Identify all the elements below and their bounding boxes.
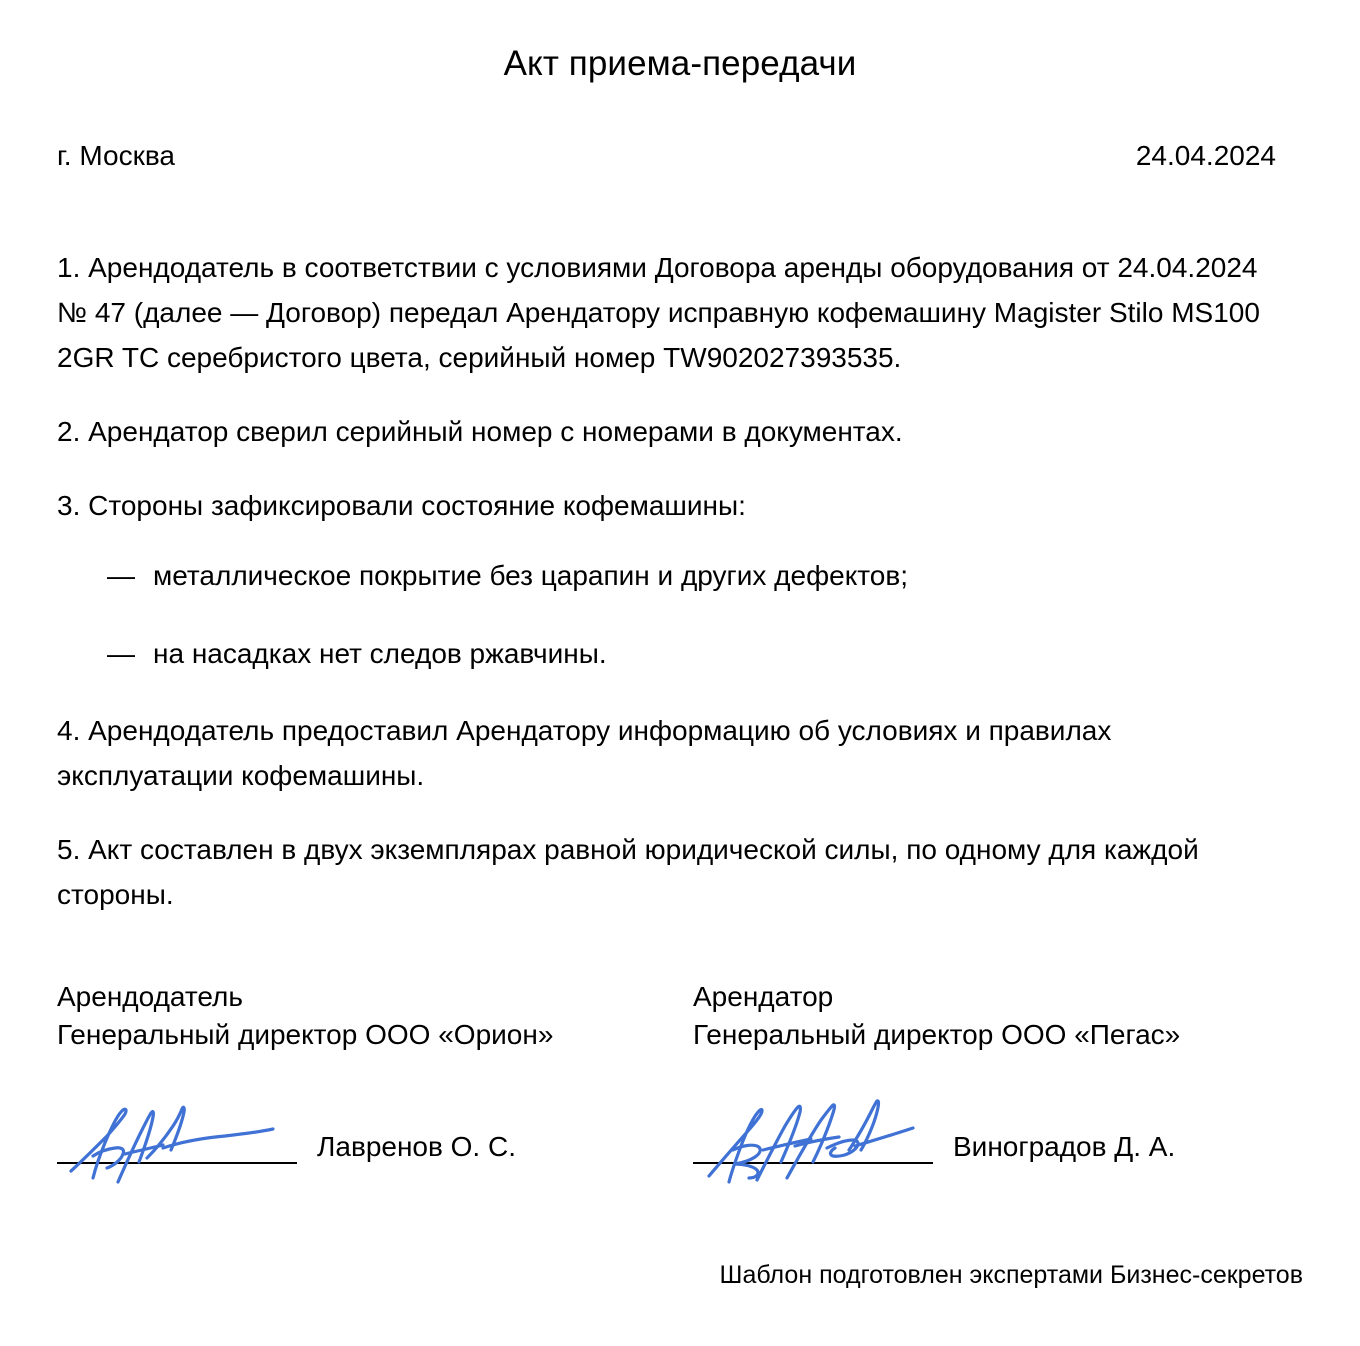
lessor-role-label: Арендодатель xyxy=(57,981,243,1012)
list-item-label: на насадках нет следов ржавчины. xyxy=(153,638,607,669)
lessee-signature-line xyxy=(693,1130,933,1164)
clause-5: 5. Акт составлен в двух экземплярах равной юридической силы, по одному для каждой стороны. xyxy=(57,834,1199,910)
signature-column-lessee xyxy=(693,978,1329,1164)
condition-list xyxy=(57,556,1289,674)
clause-4: 4. Арендодатель предоставил Арендатору информацию об условиях и правилах эксплуатации кофемашины. xyxy=(57,715,1112,791)
lessee-org-label: Генеральный директор ООО «Пегас» xyxy=(693,1019,1181,1050)
document-body xyxy=(57,245,1289,946)
lessee-role-label: Арендатор xyxy=(693,981,834,1012)
clause-1: 1. Арендодатель в соответствии с условиями Договора аренды оборудования от 24.04.2024 № 47 (далее — Договор) передал Арендатору исправную кофемашину Magister Stilo MS100 2GR TC серебристого цвета, серийный номер TW902027393535. xyxy=(57,252,1260,373)
list-item xyxy=(57,634,1289,674)
lessee-name-label: Виноградов Д. А. xyxy=(953,1131,1176,1162)
date-label: 24.04.2024 xyxy=(1135,140,1276,171)
lessor-org-label: Генеральный директор ООО «Орион» xyxy=(57,1019,554,1050)
lessor-signature-line xyxy=(57,1130,297,1164)
signature-block xyxy=(57,978,1297,1164)
footer-note: Шаблон подготовлен экспертами Бизнес-секретов xyxy=(719,1261,1303,1289)
em-dash-bullet-icon: — xyxy=(107,560,135,591)
clause-3: 3. Стороны зафиксировали состояние кофемашины: xyxy=(57,490,746,521)
document-meta-row xyxy=(57,138,1276,174)
page-title: Акт приема-передачи xyxy=(503,44,857,83)
list-item-label: металлическое покрытие без царапин и других дефектов; xyxy=(153,560,909,591)
lessor-name-label: Лавренов О. С. xyxy=(317,1131,516,1162)
signature-column-lessor xyxy=(57,978,693,1164)
lessor-signature-row xyxy=(57,1120,693,1164)
place-label: г. Москва xyxy=(57,140,175,171)
em-dash-bullet-icon: — xyxy=(107,638,135,669)
list-item xyxy=(57,556,1289,596)
lessee-signature-row xyxy=(693,1120,1329,1164)
clause-2: 2. Арендатор сверил серийный номер с номерами в документах. xyxy=(57,416,903,447)
